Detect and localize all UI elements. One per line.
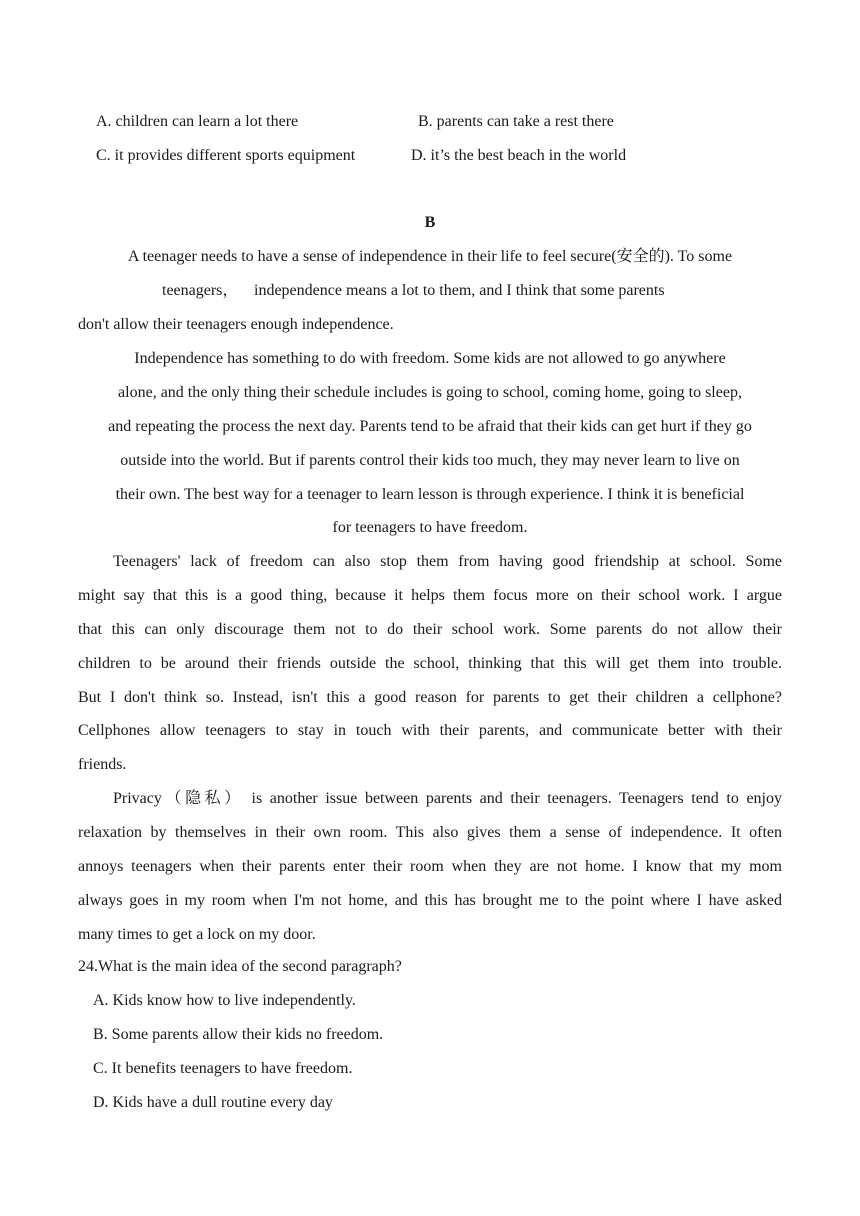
paragraph-4 [78, 782, 782, 951]
option-b: B. parents can take a rest there [418, 113, 614, 130]
paragraph-4-line-5: many times to get a lock on my door. [78, 925, 316, 943]
paragraph-4-line-2: relaxation by themselves in their own room. This also gives them a sense of independence. It often [78, 823, 782, 841]
paragraph-3-line-7: friends. [78, 756, 127, 774]
option-d: D. it’s the best beach in the world [411, 147, 627, 164]
paragraph-3-line-4: children to be around their friends outside the school, thinking that this will get them into trouble. [78, 654, 782, 672]
question-24-option-a: A. Kids know how to live independently. [93, 992, 356, 1009]
question-24-option-d: D. Kids have a dull routine every day [93, 1094, 333, 1111]
paragraph-3-line-5: But I don't think so. Instead, isn't this a good reason for parents to get their children a cellphone? [78, 688, 782, 706]
paragraph-1-line-3: don't allow their teenagers enough independence. [78, 316, 394, 333]
paragraph-4-line-3: annoys teenagers when their parents enter their room when they are not home. I know that my mom [78, 857, 782, 875]
paragraph-3-line-1: Teenagers' lack of freedom can also stop them from having good friendship at school. Some [113, 553, 782, 570]
question-24-stem: 24.What is the main idea of the second paragraph? [78, 958, 402, 975]
paragraph-3 [78, 545, 782, 782]
question-24-option-c: C. It benefits teenagers to have freedom. [93, 1060, 353, 1077]
paragraph-3-line-6: Cellphones allow teenagers to stay in touch with their parents, and communicate better with their [78, 722, 782, 740]
paragraph-1-line-2a: teenagers， [162, 282, 239, 299]
paragraph-1-line-1: A teenager needs to have a sense of independence in their life to feel secure(安全的). To some [127, 248, 733, 265]
paragraph-1-line-2b: independence means a lot to them, and I think that some parents [254, 282, 665, 299]
paragraph-2-line-4: outside into the world. But if parents control their kids too much, they may never learn to live on [120, 452, 740, 469]
section-heading: B [424, 214, 436, 231]
paragraph-2-line-3: and repeating the process the next day. Parents tend to be afraid that their kids can get hurt if they go [108, 418, 752, 435]
paragraph-4-line-4: always goes in my room when I'm not home, and this has brought me to the point where I have asked [78, 891, 782, 909]
option-c: C. it provides different sports equipment [96, 147, 356, 164]
option-a: A. children can learn a lot there [96, 113, 299, 130]
paragraph-4-line-1: Privacy（隐私） is another issue between parents and their teenagers. Teenagers tend to enjoy [113, 790, 782, 807]
paragraph-2-line-1: Independence has something to do with freedom. Some kids are not allowed to go anywhere [134, 350, 726, 367]
paragraph-3-line-3: that this can only discourage them not to do their school work. Some parents do not allow their [78, 620, 782, 638]
question-24-option-b: B. Some parents allow their kids no freedom. [93, 1026, 384, 1043]
paragraph-2-line-2: alone, and the only thing their schedule includes is going to school, coming home, going to sleep, [118, 384, 742, 401]
paragraph-3-line-2: might say that this is a good thing, because it helps them focus more on their school work. I argue [78, 586, 782, 604]
paragraph-2-line-5: their own. The best way for a teenager to learn lesson is through experience. I think it is beneficial [115, 486, 745, 503]
paragraph-2-line-6: for teenagers to have freedom. [332, 519, 528, 536]
